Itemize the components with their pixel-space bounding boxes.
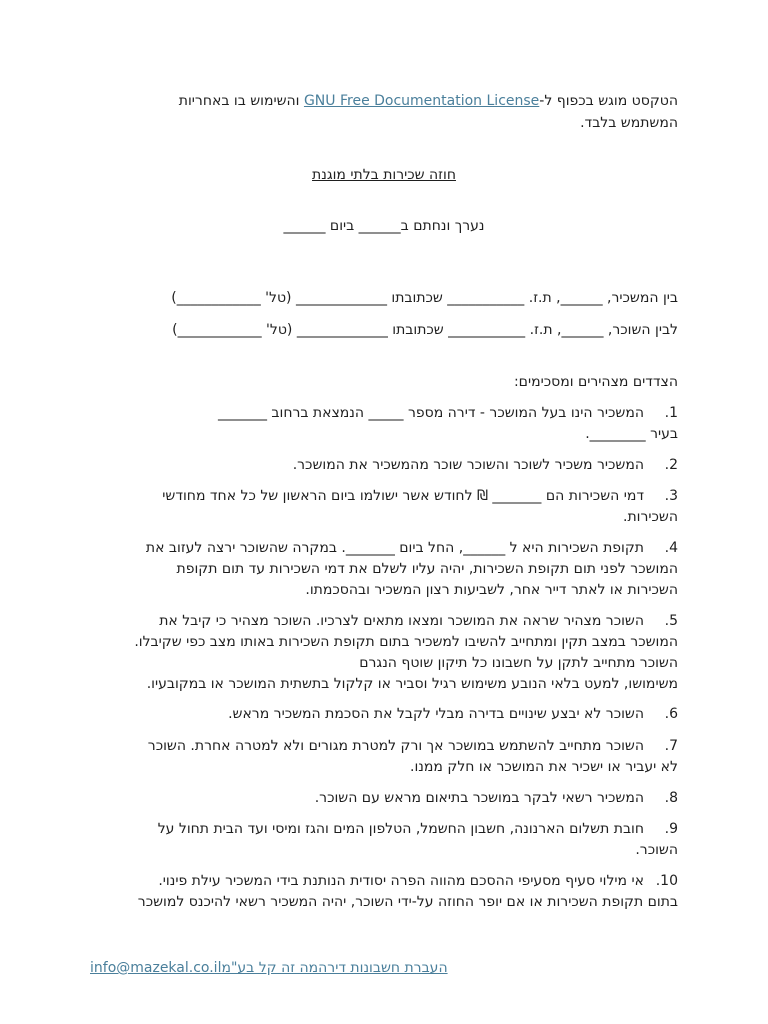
license-notice-line2: המשתמש בלבד. [580,115,678,131]
clause-text: השוכר. [635,842,678,858]
clause-text: המושכר לפני תום תקופת השכירות, יהיה עליו לשלם את דמי השכירות עד תום תקופת [176,561,678,577]
declaration-heading: הצדדים מצהירים ומסכימים: [513,374,678,390]
clause-text: השוכר מתחייב לתקן על חשבונו כל תיקון שוטף הנגרם [359,655,678,671]
clause-text: בעיר ________. [585,426,678,442]
clause-text: המושכר במצב תקין ומתחייב להשיבו למשכיר בתום תקופת השכירות באותו מצב כפי שקיבלו. [134,634,678,650]
clause-number: 1. [664,405,678,421]
clause-text: לא יעביר או ישכיר את המושכר או חלק ממנו. [410,759,678,775]
license-notice [90,91,678,112]
clause-text: דמי השכירות הם _______ ₪ לחודש אשר ישולמו ביום הראשון של כל אחד מחודשי [162,488,644,504]
clause-3 [90,486,678,528]
document-page [90,0,678,1024]
clause-text: המשכיר משכיר לשוכר והשוכר שוכר מהמשכיר את המושכר. [292,457,644,473]
clause-2 [90,455,678,476]
clause-number: 3. [664,488,678,504]
clause-text: בתום תקופת השכירות או אם יופר החוזה על-ידי השוכר, יהיה המשכיר רשאי להיכנס למושכר [137,894,678,910]
footer-contact-link[interactable]: info@mazekal.co.ilהעברת חשבונות דירהמה זה קל בע"מ [90,960,448,976]
clause-number: 5. [664,613,678,629]
clause-text: המשכיר רשאי לבקר במושכר בתיאום מראש עם השוכר. [314,790,644,806]
footer [90,958,490,979]
party-landlord: בין המשכיר, ______, ת.ז. ___________ שכתובתו _____________ (טל' ____________) [171,290,678,306]
clause-text: השכירות או לאתר דייר אחר, לשביעות רצון המשכיר ובהסכמתו. [305,582,678,598]
clause-10 [90,871,678,913]
clause-number: 9. [664,821,678,837]
clause-number: 4. [664,540,678,556]
license-notice-prefix: הטקסט מוגש בכפוף ל- [539,93,678,109]
clause-5 [90,611,678,695]
clause-text: חובת תשלום הארנונה, חשבון החשמל, הטלפון המים והגז ומיסי ועד הבית תחול על [157,821,644,837]
clause-number: 10. [655,873,678,889]
clause-number: 8. [664,790,678,806]
clause-number: 7. [664,738,678,754]
document-title: חוזה שכירות בלתי מוגנת [312,167,456,183]
clause-text: משימושו, למעט בלאי הנובע משימוש רגיל וסביר או קלקול בתשתית המושכר או במקובעיו. [146,676,678,692]
clause-text: השוכר לא יבצע שינויים בדירה מבלי לקבל את הסכמת המשכיר מראש. [228,706,644,722]
clause-text: השכירות. [623,509,678,525]
clause-text: תקופת השכירות היא ל ______, החל ביום _______. במקרה שהשוכר ירצה לעזוב את [145,540,644,556]
clause-7 [90,736,678,778]
clause-1 [90,403,678,445]
clause-8 [90,788,678,809]
clause-number: 2. [664,457,678,473]
clause-6 [90,704,678,725]
clause-text: אי מילוי סעיף מסעיפי ההסכם מהווה הפרה יסודית הנותנת בידי המשכיר עילת פינוי. [158,873,644,889]
clause-9 [90,819,678,861]
signed-line: נערך ונחתם ב______ ביום ______ [283,218,485,234]
party-tenant: לבין השוכר, ______, ת.ז. ___________ שכתובתו _____________ (טל' ____________) [172,322,678,338]
clause-4 [90,538,678,601]
gnu-fdl-link[interactable]: GNU Free Documentation License [303,93,540,109]
clause-text: המשכיר הינו בעל המושכר - דירה מספר _____ הנמצאת ברחוב _______ [217,405,644,421]
license-notice-suffix: והשימוש בו באחריות [178,93,304,109]
clause-number: 6. [664,706,678,722]
clause-text: השוכר מתחייב להשתמש במושכר אך ורק למטרת מגורים ולא למטרה אחרת. השוכר [147,738,644,754]
clause-text: השוכר מצהיר שראה את המושכר ומצאו מתאים לצרכיו. השוכר מצהיר כי קיבל את [159,613,644,629]
